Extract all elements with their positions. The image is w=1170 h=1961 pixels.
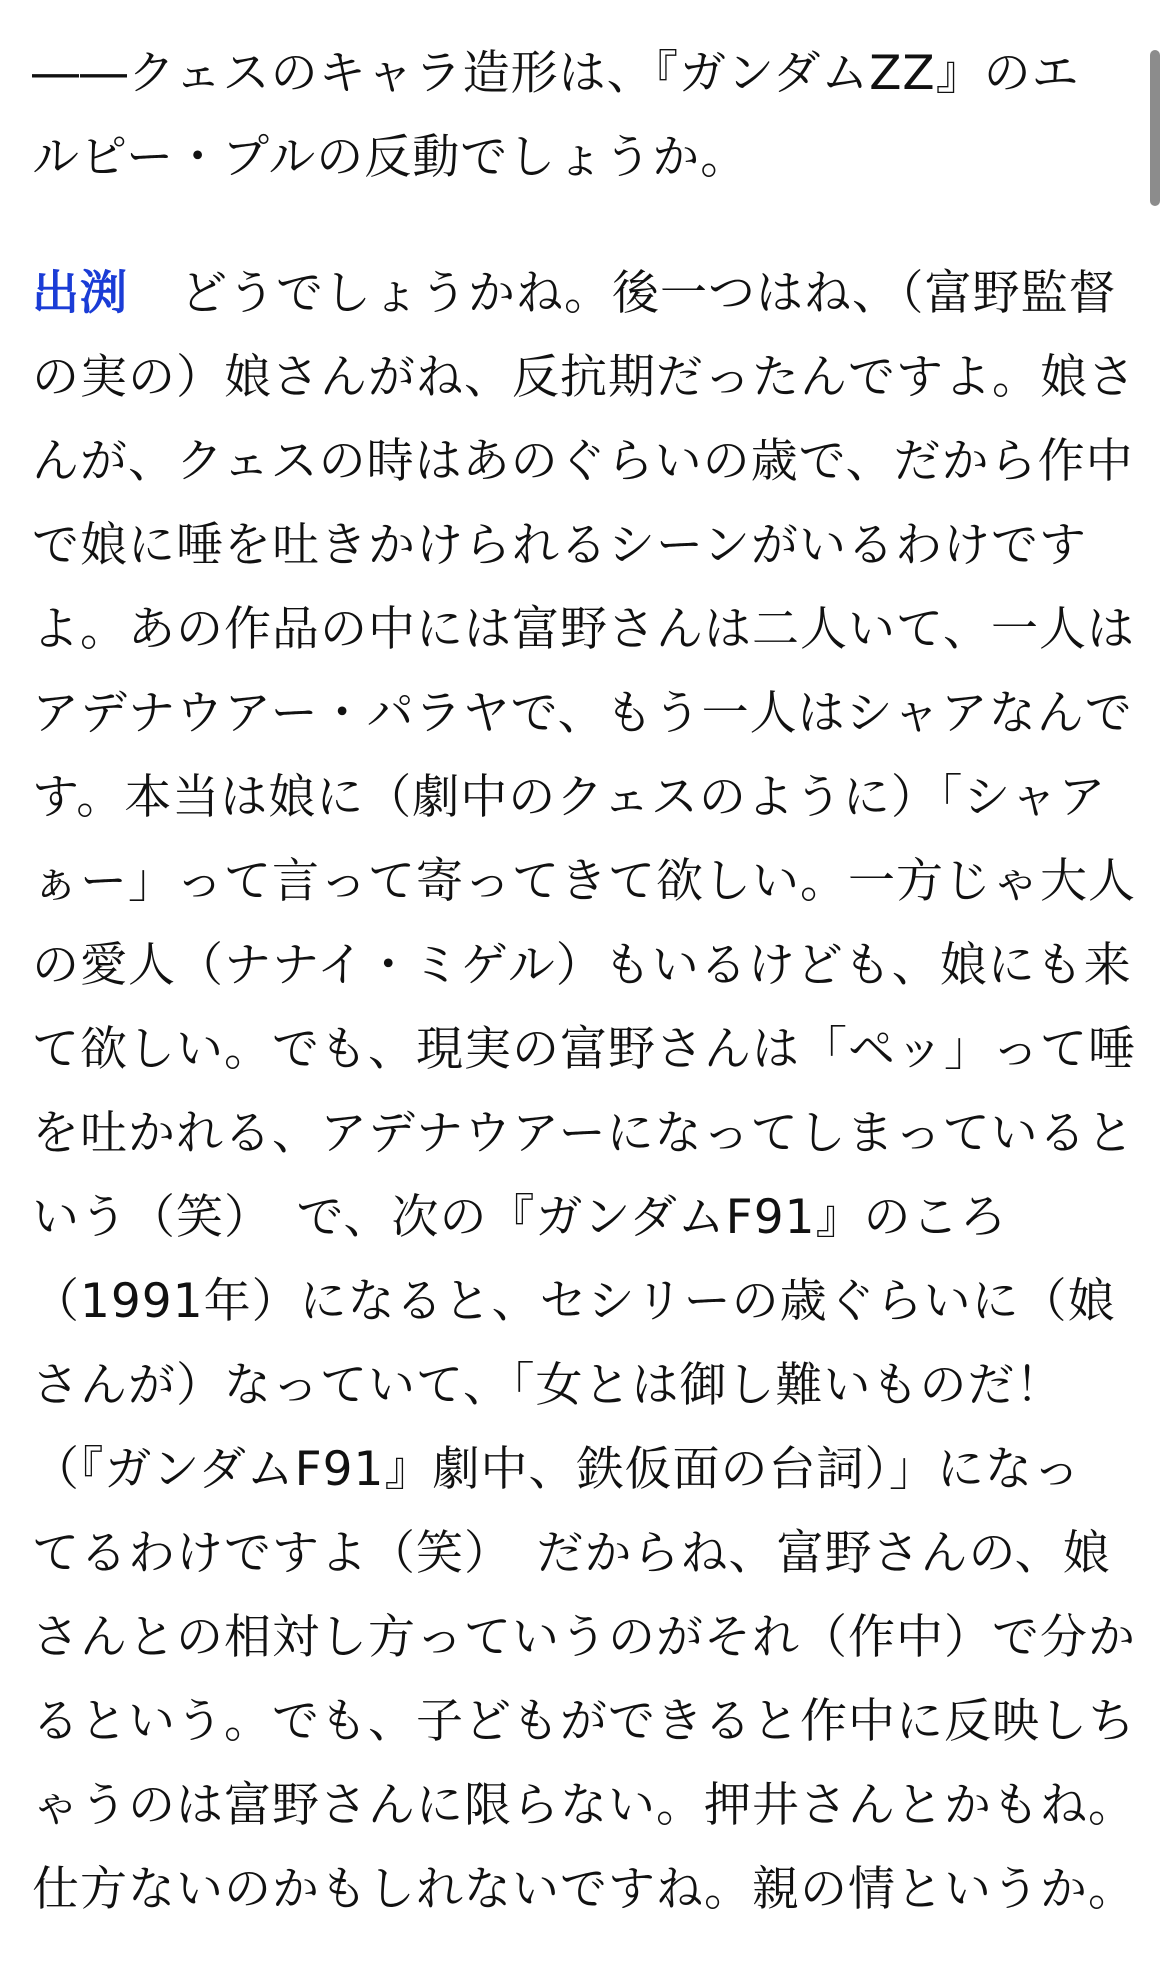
article-body <box>32 0 1142 1932</box>
answer-line: （1991年）になると、セシリーの歳ぐらいに（娘 <box>32 1274 1116 1329</box>
answer-line: 仕方ないのかもしれないですね。親の情というか。 <box>32 1862 1136 1917</box>
interview-question <box>32 32 1142 200</box>
answer-line: よ。あの作品の中には富野さんは二人いて、一人は <box>32 602 1136 657</box>
question-line: ルピー・プルの反動でしょうか。 <box>32 130 749 185</box>
answer-line: の実の）娘さんがね、反抗期だったんですよ。娘さ <box>32 350 1136 405</box>
answer-line: す。本当は娘に（劇中のクェスのように）「シャア <box>32 770 1107 825</box>
answer-line: んが、クェスの時はあのぐらいの歳で、だから作中 <box>32 434 1134 489</box>
answer-line: て欲しい。でも、現実の富野さんは「ペッ」って唾 <box>32 1022 1136 1077</box>
answer-line: アデナウアー・パラヤで、もう一人はシャアなんで <box>32 686 1133 741</box>
question-line: ――クェスのキャラ造形は、『ガンダムZZ』のエ <box>32 46 1080 101</box>
answer-line: さんとの相対し方っていうのがそれ（作中）で分か <box>32 1610 1136 1665</box>
answer-line: （『ガンダムF91』劇中、鉄仮面の台詞）」になっ <box>32 1442 1081 1497</box>
answer-line: てるわけですよ（笑） だからね、富野さんの、娘 <box>32 1526 1111 1581</box>
answer-line: ゃうのは富野さんに限らない。押井さんとかもね。 <box>32 1778 1136 1833</box>
answer-line: の愛人（ナナイ・ミゲル）もいるけども、娘にも来 <box>32 938 1132 993</box>
answer-line: いう（笑） で、次の『ガンダムF91』のころ <box>32 1190 1008 1245</box>
interview-answer <box>32 252 1142 1932</box>
answer-line: ぁー」って言って寄ってきて欲しい。一方じゃ大人 <box>32 854 1136 909</box>
answer-line: どうでしょうかね。後一つはね、（富野監督 <box>180 266 1117 321</box>
answer-line: さんが）なっていて、「女とは御し難いものだ！ <box>32 1358 1064 1413</box>
answer-first-line <box>32 252 1142 336</box>
speaker-name: 出渕 <box>32 266 128 321</box>
answer-line: るという。でも、子どもができると作中に反映しち <box>32 1694 1136 1749</box>
answer-line: で娘に唾を吐きかけられるシーンがいるわけです <box>32 518 1088 573</box>
scrollbar[interactable] <box>1150 50 1160 206</box>
answer-line: を吐かれる、アデナウアーになってしまっていると <box>32 1106 1135 1161</box>
